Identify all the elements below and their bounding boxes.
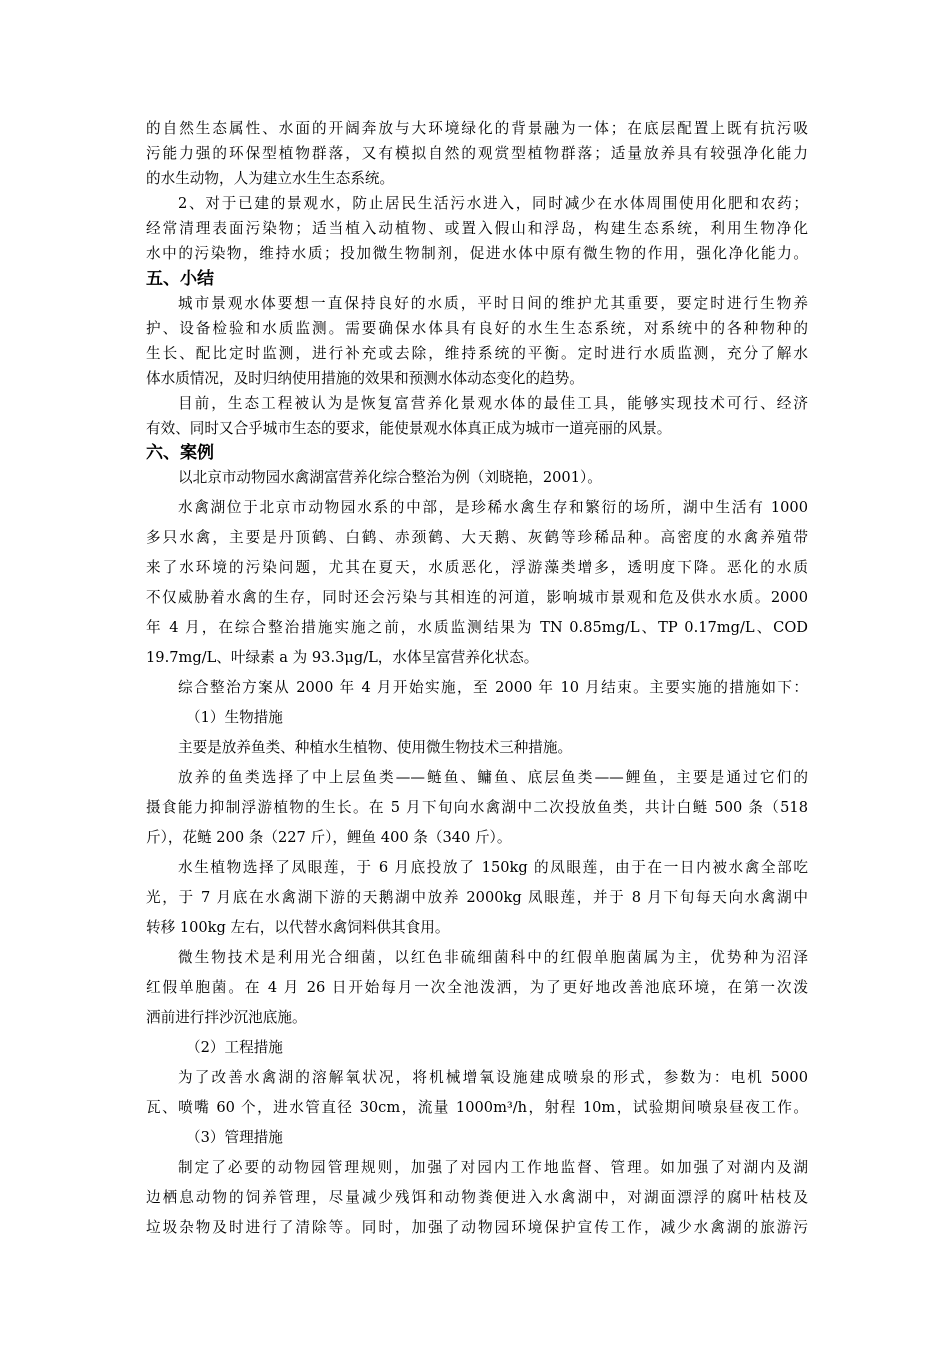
subsection-title: （1）生物措施 [186,709,283,726]
paragraph-line: 来了水环境的污染问题，尤其在夏天，水质恶化，浮游藻类增多，透明度下降。恶化的水质 [146,559,808,576]
paragraph-line: 主要是放养鱼类、种植水生植物、使用微生物技术三种措施。 [178,739,573,756]
paragraph-line: 体水质情况，及时归纳使用措施的效果和预测水体动态变化的趋势。 [146,370,584,387]
paragraph-line: 不仅威胁着水禽的生存，同时还会污染与其相连的河道，影响城市景观和危及供水水质。2000 [146,589,808,606]
paragraph-line: 2、对于已建的景观水，防止居民生活污水进入，同时减少在水体周围使用化肥和农药； [178,195,808,212]
paragraph-line: 边栖息动物的饲养管理，尽量减少残饵和动物粪便进入水禽湖中，对湖面漂浮的腐叶枯枝及 [146,1189,808,1206]
paragraph-line: 红假单胞菌。在 4 月 26 日开始每月一次全池泼洒，为了更好地改善池底环境，在第一次泼 [146,979,808,996]
paragraph-line: 瓦、喷嘴 60 个，进水管直径 30cm，流量 1000m³/h，射程 10m，试验期间喷泉昼夜工作。 [146,1099,808,1116]
paragraph-line: 微生物技术是利用光合细菌，以红色非硫细菌科中的红假单胞菌属为主，优势种为沼泽 [178,949,808,966]
paragraph-line: 城市景观水体要想一直保持良好的水质，平时日间的维护尤其重要，要定时进行生物养 [178,295,808,312]
paragraph-line: 19.7mg/L、叶绿素 a 为 93.3μg/L，水体呈富营养化状态。 [146,649,539,666]
paragraph-line: 的自然生态属性、水面的开阔奔放与大环境绿化的背景融为一体；在底层配置上既有抗污吸 [146,120,808,137]
paragraph-line: 经常清理表面污染物；适当植入动植物、或置入假山和浮岛，构建生态系统，利用生物净化 [146,220,808,237]
paragraph-line: 转移 100kg 左右，以代替水禽饲料供其食用。 [146,919,450,936]
paragraph-line: 综合整治方案从 2000 年 4 月开始实施，至 2000 年 10 月结束。主要实施的措施如下： [178,679,808,696]
paragraph-line: 摄食能力抑制浮游植物的生长。在 5 月下旬向水禽湖中二次投放鱼类，共计白鲢 500 条（518 [146,799,808,816]
paragraph-line: 斤），花鲢 200 条（227 斤），鲤鱼 400 条（340 斤）。 [146,829,512,846]
paragraph-line: 污能力强的环保型植物群落，又有模拟自然的观赏型植物群落；适量放养具有较强净化能力 [146,145,808,162]
subsection-title: （2）工程措施 [186,1039,283,1056]
paragraph-line: 制定了必要的动物园管理规则，加强了对园内工作地监督、管理。如加强了对湖内及湖 [178,1159,808,1176]
paragraph-line: 水中的污染物，维持水质；投加微生物制剂，促进水体中原有微生物的作用，强化净化能力。 [146,245,808,262]
paragraph-line: 有效、同时又合乎城市生态的要求，能使景观水体真正成为城市一道亮丽的风景。 [146,420,672,437]
paragraph-line: 垃圾杂物及时进行了清除等。同时，加强了动物园环境保护宣传工作，减少水禽湖的旅游污 [146,1219,808,1236]
paragraph-line: 生长、配比定时监测，进行补充或去除，维持系统的平衡。定时进行水质监测，充分了解水 [146,345,808,362]
paragraph-line: 年 4 月，在综合整治措施实施之前，水质监测结果为 TN 0.85mg/L、TP 0.17mg/L、COD [146,619,808,636]
paragraph-line: 多只水禽，主要是丹顶鹤、白鹤、赤颈鹤、大天鹅、灰鹤等珍稀品种。高密度的水禽养殖带 [146,529,808,546]
section-heading: 五、小结 [146,269,214,289]
paragraph-line: 目前，生态工程被认为是恢复富营养化景观水体的最佳工具，能够实现技术可行、经济 [178,395,808,412]
paragraph-line: 水禽湖位于北京市动物园水系的中部，是珍稀水禽生存和繁衍的场所，湖中生活有 1000 [178,499,808,516]
paragraph-line: 以北京市动物园水禽湖富营养化综合整治为例（刘晓艳，2001）。 [178,469,602,486]
subsection-title: （3）管理措施 [186,1129,283,1146]
section-heading: 六、案例 [146,443,214,463]
paragraph-line: 的水生动物，人为建立水生生态系统。 [146,170,395,187]
paragraph-line: 放养的鱼类选择了中上层鱼类——鲢鱼、鳙鱼、底层鱼类——鲤鱼，主要是通过它们的 [178,769,808,786]
paragraph-line: 为了改善水禽湖的溶解氧状况，将机械增氧设施建成喷泉的形式，参数为：电机 5000 [178,1069,808,1086]
paragraph-line: 水生植物选择了凤眼莲，于 6 月底投放了 150kg 的凤眼莲，由于在一日内被水禽全部吃 [178,859,808,876]
paragraph-line: 护、设备检验和水质监测。需要确保水体具有良好的水生生态系统，对系统中的各种物种的 [146,320,808,337]
paragraph-line: 洒前进行拌沙沉池底施。 [146,1009,307,1026]
paragraph-line: 光，于 7 月底在水禽湖下游的天鹅湖中放养 2000kg 凤眼莲，并于 8 月下旬每天向水禽湖中 [146,889,808,906]
